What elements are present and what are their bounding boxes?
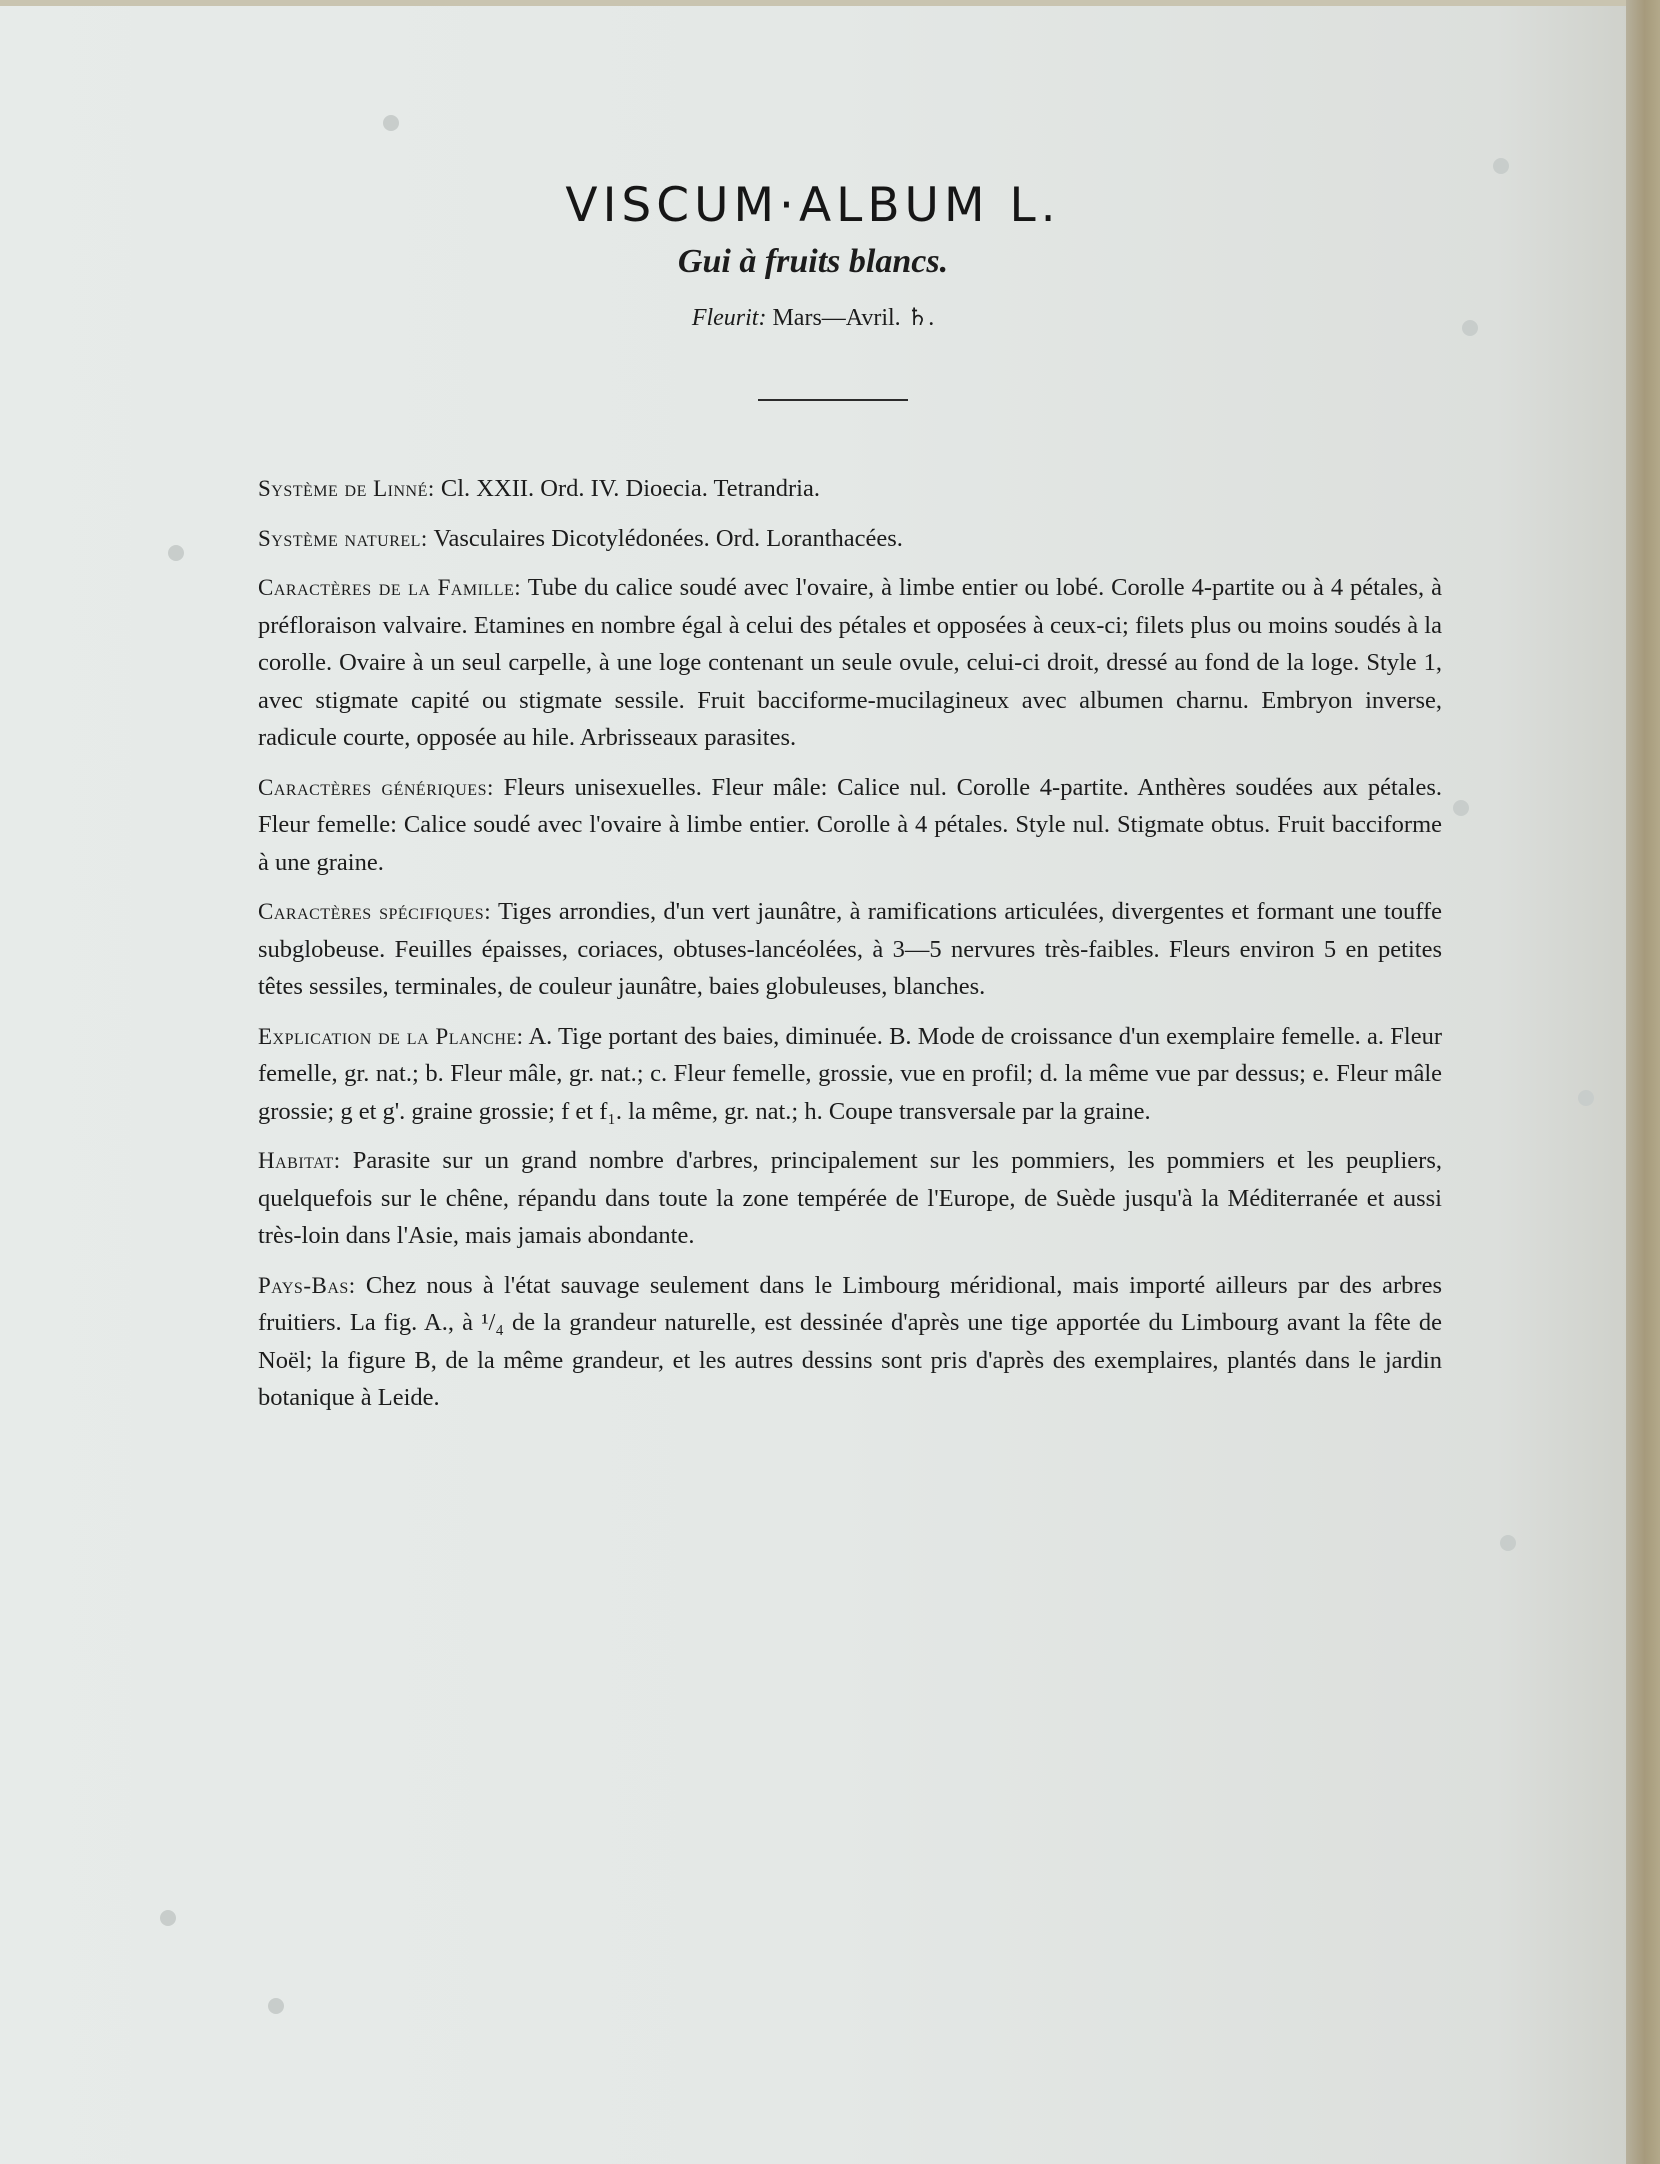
section-plate-explanation — [258, 1018, 1442, 1131]
section-label: Habitat: — [258, 1148, 341, 1173]
page-fore-edge — [1626, 0, 1660, 2164]
divider-rule — [758, 399, 908, 401]
section-linne — [258, 470, 1442, 508]
section-label: Caractères spécifiques: — [258, 899, 492, 924]
section-text: A. Tige portant des baies, diminuée. B. Mode de croissance d'un exemplaire femelle. a. Fleur femelle, gr. nat.; b. Fleur mâle, gr. nat.; c. Fleur femelle, grossie, vue en profil; d. la même vue par dessus; e. Fleur mâle grossie; g et g'. graine grossie; f et f₁. la même, gr. nat.; h. Coupe transversale par la graine. — [258, 1022, 1442, 1125]
paper-spot — [1578, 1090, 1594, 1106]
species-title: VISCUM·ALBUM L. — [565, 178, 1061, 233]
common-name: Gui à fruits blancs. — [677, 243, 949, 280]
flowering-value: Mars—Avril. ♄. — [772, 305, 935, 331]
section-generic — [258, 769, 1442, 882]
section-text: Cl. XXII. Ord. IV. Dioecia. Tetrandria. — [440, 475, 820, 502]
section-text: Chez nous à l'état sauvage seulement dans le Limbourg méridional, mais importé ailleurs par des arbres fruitiers. La fig. A., à ¹/₄ de la grandeur naturelle, est dessinée d'après une tige apportée du Limbourg avant la fête de Noël; la figure B, de la même grandeur, et les autres dessins sont pris d'après des exemplaires, plantés dans le jardin botanique à Leide. — [258, 1271, 1443, 1411]
flowering-label: Fleurit: — [691, 305, 767, 331]
description-body — [258, 470, 1442, 1429]
section-label: Système de Linné: — [258, 476, 435, 501]
paper-spot — [1493, 158, 1509, 174]
flowering-period — [0, 303, 1626, 332]
section-family — [258, 569, 1442, 757]
page-header — [0, 178, 1626, 332]
paper-spot — [1500, 1535, 1516, 1551]
section-specific — [258, 893, 1442, 1006]
section-label: Caractères de la Famille: — [258, 575, 522, 600]
page-top-edge — [0, 0, 1626, 6]
paper-spot — [383, 115, 399, 131]
section-label: Caractères génériques: — [258, 774, 494, 800]
section-text: Tube du calice soudé avec l'ovaire, à limbe entier ou lobé. Corolle 4-partite ou à 4 pétales, à préfloraison valvaire. Etamines en nombre égal à celui des pétales et opposées à ceux-ci; filets plus ou moins soudés à la corolle. Ovaire à un seul carpelle, à une loge contenant un seule ovule, celui-ci droit, dressé au fond de la loge. Style 1, avec stigmate capité ou stigmate sessile. Fruit bacciforme-mucilagineux avec albumen charnu. Embryon inverse, radicule courte, opposée au hile. Arbrisseaux parasites. — [258, 574, 1443, 751]
section-text: Fleurs unisexuelles. Fleur mâle: Calice nul. Corolle 4-partite. Anthères soudées aux pétales. Fleur femelle: Calice soudé avec l'ovaire à limbe entier. Corolle à 4 pétales. Style nul. Stigmate obtus. Fruit bacciforme à une graine. — [258, 773, 1443, 876]
section-text: Vasculaires Dicotylédonées. Ord. Loranthacées. — [433, 524, 903, 552]
section-label: Pays-Bas: — [258, 1272, 356, 1298]
paper-spot — [168, 545, 184, 561]
paper-spot — [1453, 800, 1469, 816]
section-natural-system — [258, 520, 1442, 558]
section-text: Parasite sur un grand nombre d'arbres, principalement sur les pommiers, les pommiers et les peupliers, quelquefois sur le chêne, répandu dans toute la zone tempérée de l'Europe, de Suède jusqu'à la Méditerranée et aussi très-loin dans l'Asie, mais jamais abondante. — [258, 1147, 1442, 1249]
section-label: Explication de la Planche: — [258, 1023, 524, 1049]
section-netherlands — [258, 1267, 1442, 1417]
section-habitat — [258, 1142, 1442, 1255]
paper-spot — [268, 1998, 284, 2014]
paper-spot — [160, 1910, 176, 1926]
section-label: Système naturel: — [258, 525, 428, 551]
section-text: Tiges arrondies, d'un vert jaunâtre, à ramifications articulées, divergentes et formant une touffe subglobeuse. Feuilles épaisses, coriaces, obtuses-lancéolées, à 3—5 nervures très-faibles. Fleurs environ 5 en petites têtes sessiles, terminales, de couleur jaunâtre, baies globuleuses, blanches. — [258, 898, 1443, 1000]
